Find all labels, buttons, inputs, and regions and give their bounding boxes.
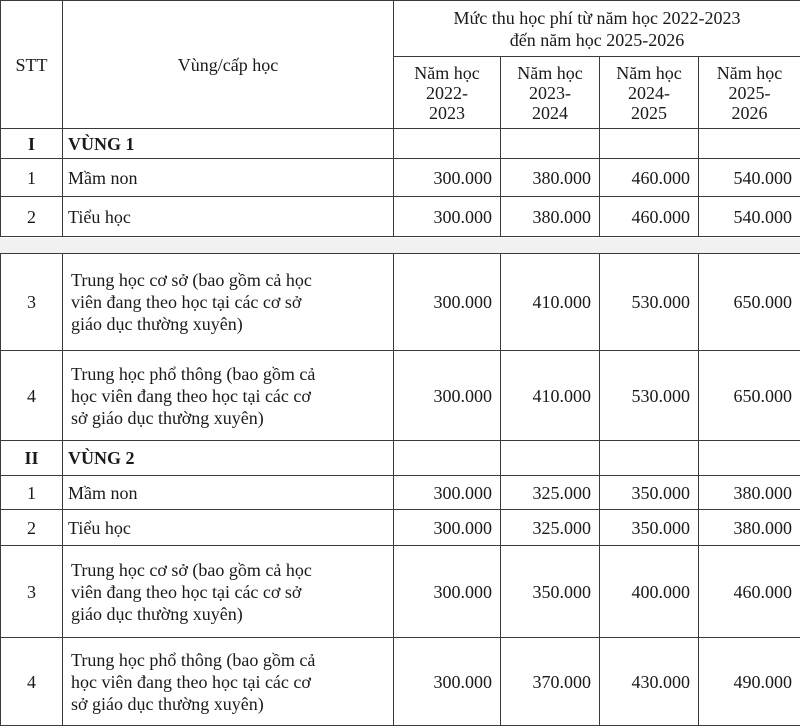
year-header-2025: Năm học 2025- 2026 (699, 57, 800, 129)
level-name: Tiểu học (63, 510, 394, 546)
page-break-gap (0, 238, 800, 253)
table-row: 4 Trung học phổ thông (bao gồm cả học viên đang theo học tại các cơ sở giáo dục thường xuyên) 300.000 410.000 530.000 650.000 (1, 351, 800, 441)
table-row: 3 Trung học cơ sở (bao gồm cả học viên đang theo học tại các cơ sở giáo dục thường xuyên) 300.000 410.000 530.000 650.000 (1, 254, 800, 351)
level-name: Trung học cơ sở (bao gồm cả học viên đang theo học tại các cơ sở giáo dục thường xuyên) (63, 254, 394, 351)
fee-table-top (0, 0, 800, 237)
stt-header: STT (1, 1, 63, 129)
level-name: Tiểu học (63, 197, 394, 237)
region-row: II VÙNG 2 (1, 441, 800, 476)
region-level-header: Vùng/cấp học (63, 1, 394, 129)
level-name: Mầm non (63, 476, 394, 510)
table-row: 1 Mầm non 300.000 325.000 350.000 380.000 (1, 476, 800, 510)
table-row: 2 Tiểu học 300.000 380.000 460.000 540.000 (1, 197, 800, 237)
year-header-2024: Năm học 2024- 2025 (600, 57, 699, 129)
level-name: Trung học cơ sở (bao gồm cả học viên đang theo học tại các cơ sở giáo dục thường xuyên) (63, 546, 394, 638)
region-name: VÙNG 1 (63, 129, 394, 159)
level-name: Trung học phổ thông (bao gồm cả học viên đang theo học tại các cơ sở giáo dục thường xuyên) (63, 638, 394, 726)
table-row: 4 Trung học phổ thông (bao gồm cả học viên đang theo học tại các cơ sở giáo dục thường xuyên) 300.000 370.000 430.000 490.000 (1, 638, 800, 726)
level-name: Mầm non (63, 159, 394, 197)
level-name: Trung học phổ thông (bao gồm cả học viên đang theo học tại các cơ sở giáo dục thường xuyên) (63, 351, 394, 441)
table-row: 2 Tiểu học 300.000 325.000 350.000 380.000 (1, 510, 800, 546)
fee-header (394, 1, 800, 57)
fee-header-line1: Mức thu học phí từ năm học 2022-2023 (399, 7, 795, 29)
table-row: 1 Mầm non 300.000 380.000 460.000 540.000 (1, 159, 800, 197)
year-header-2022: Năm học 2022- 2023 (394, 57, 501, 129)
fee-header-line2: đến năm học 2025-2026 (399, 29, 795, 51)
region-name: VÙNG 2 (63, 441, 394, 476)
region-row: I VÙNG 1 (1, 129, 800, 159)
fee-table-bottom (0, 253, 800, 726)
year-header-2023: Năm học 2023- 2024 (501, 57, 600, 129)
table-row: 3 Trung học cơ sở (bao gồm cả học viên đang theo học tại các cơ sở giáo dục thường xuyên) 300.000 350.000 400.000 460.000 (1, 546, 800, 638)
